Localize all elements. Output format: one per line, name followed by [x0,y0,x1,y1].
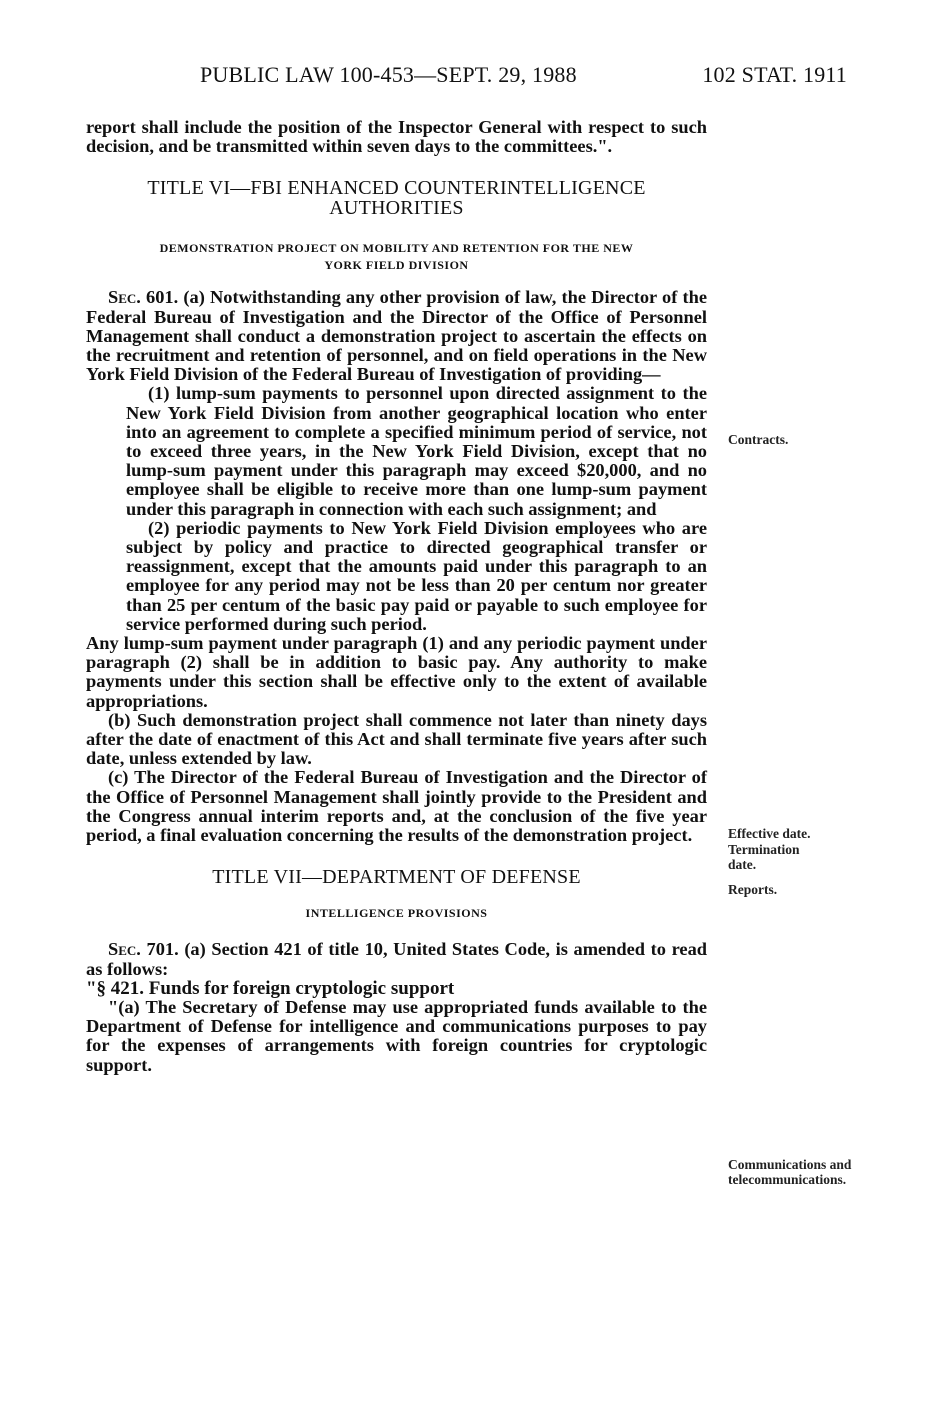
sec-601-b: (b) Such demonstration project shall commence not later than ninety days after the date of enactment of this Act and shall terminate five years after such date, unless extended by law. [86,709,707,769]
sec-701-label: Sec. 701. [108,939,179,960]
demonstration-project-heading [86,240,707,274]
any-lump-sum-paragraph: Any lump-sum payment under paragraph (1) and any periodic payment under paragraph (2) shall be in addition to basic pay. Any authority to make payments under this section shall be effective only to the extent of available appropriations. [86,633,707,711]
intelligence-provisions-heading: INTELLIGENCE PROVISIONS [305,906,488,921]
demo-heading-line-2: YORK FIELD DIVISION [324,258,469,273]
title-vii-heading: TITLE VII—DEPARTMENT OF DEFENSE [212,866,581,889]
title-vi-line-1: TITLE VI—FBI ENHANCED COUNTERINTELLIGENCE [147,177,646,200]
sec-601-label: Sec. 601. [108,287,179,308]
sec-701-a-text: (a) Section 421 of title 10, United States Code, is amended to read as follows: [86,939,707,979]
sec-601-a-text: (a) Notwithstanding any other provision of law, the Director of the Federal Bureau of Investigation and the Director of the Office of Personnel Management shall conduct a demonstration project to ascertain the effects on the recruitment and retention of personnel, and on field operations in the New York Field Division of the Federal Bureau of Investigation of providing— [86,287,707,385]
title-vi-line-2: AUTHORITIES [329,197,464,220]
sec-421-a: "(a) The Secretary of Defense may use appropriated funds available to the Department of Defense for intelligence and communications purposes to pay for the expenses of arrangements with foreign countries for cryptologic support. [86,996,707,1075]
title-vi-heading [86,178,707,218]
paragraph-2-text: (2) periodic payments to New York Field Division employees who are subject by policy and practice to directed geographical transfer or reassignment, except that the amounts paid under this paragraph to an employee for any period may not be less than 20 per centum nor greater than 25 per centum of the basic pay paid or payable to such employee for service performed during such period. [126,517,707,634]
sec-701-a [86,940,707,978]
margin-note-communications: Communications and telecommunications. [728,1157,852,1187]
margin-note-effective-date: Effective date. [728,826,811,841]
header-stat-citation: 102 STAT. 1911 [702,62,847,87]
document-body [86,118,707,1075]
paragraph-1 [126,384,707,518]
margin-note-termination-date: Termination date. [728,842,800,872]
margin-note-reports: Reports. [728,882,778,897]
sec-601-a [86,288,707,384]
paragraph-1-text: (1) lump-sum payments to personnel upon directed assignment to the New York Field Division from another geographical location who enter into an agreement to complete a specified minimum period of service, not to exceed three years, in the New York Field Division, except that no lump-sum payment under this paragraph may exceed $20,000, and no employee shall be eligible to receive more than one lump-sum payment under this paragraph in connection with each such assignment; and [126,383,707,519]
demo-heading-line-1: DEMONSTRATION PROJECT ON MOBILITY AND RETENTION FOR THE NEW [159,241,634,256]
sec-421-heading: "§ 421. Funds for foreign cryptologic support [86,977,455,999]
margin-note-contracts: Contracts. [728,432,789,447]
paragraph-2 [126,519,707,634]
header-law-citation: PUBLIC LAW 100-453—SEPT. 29, 1988 [200,62,577,87]
sec-601-c: (c) The Director of the Federal Bureau of Investigation and the Director of the Office of Personnel Management shall jointly provide to the President and the Congress annual interim reports and, at the conclusion of the five year period, a final evaluation concerning the results of the demonstration project. [86,767,707,846]
intro-paragraph: report shall include the position of the Inspector General with respect to such decision, and be transmitted within seven days to the committees.". [86,117,707,157]
